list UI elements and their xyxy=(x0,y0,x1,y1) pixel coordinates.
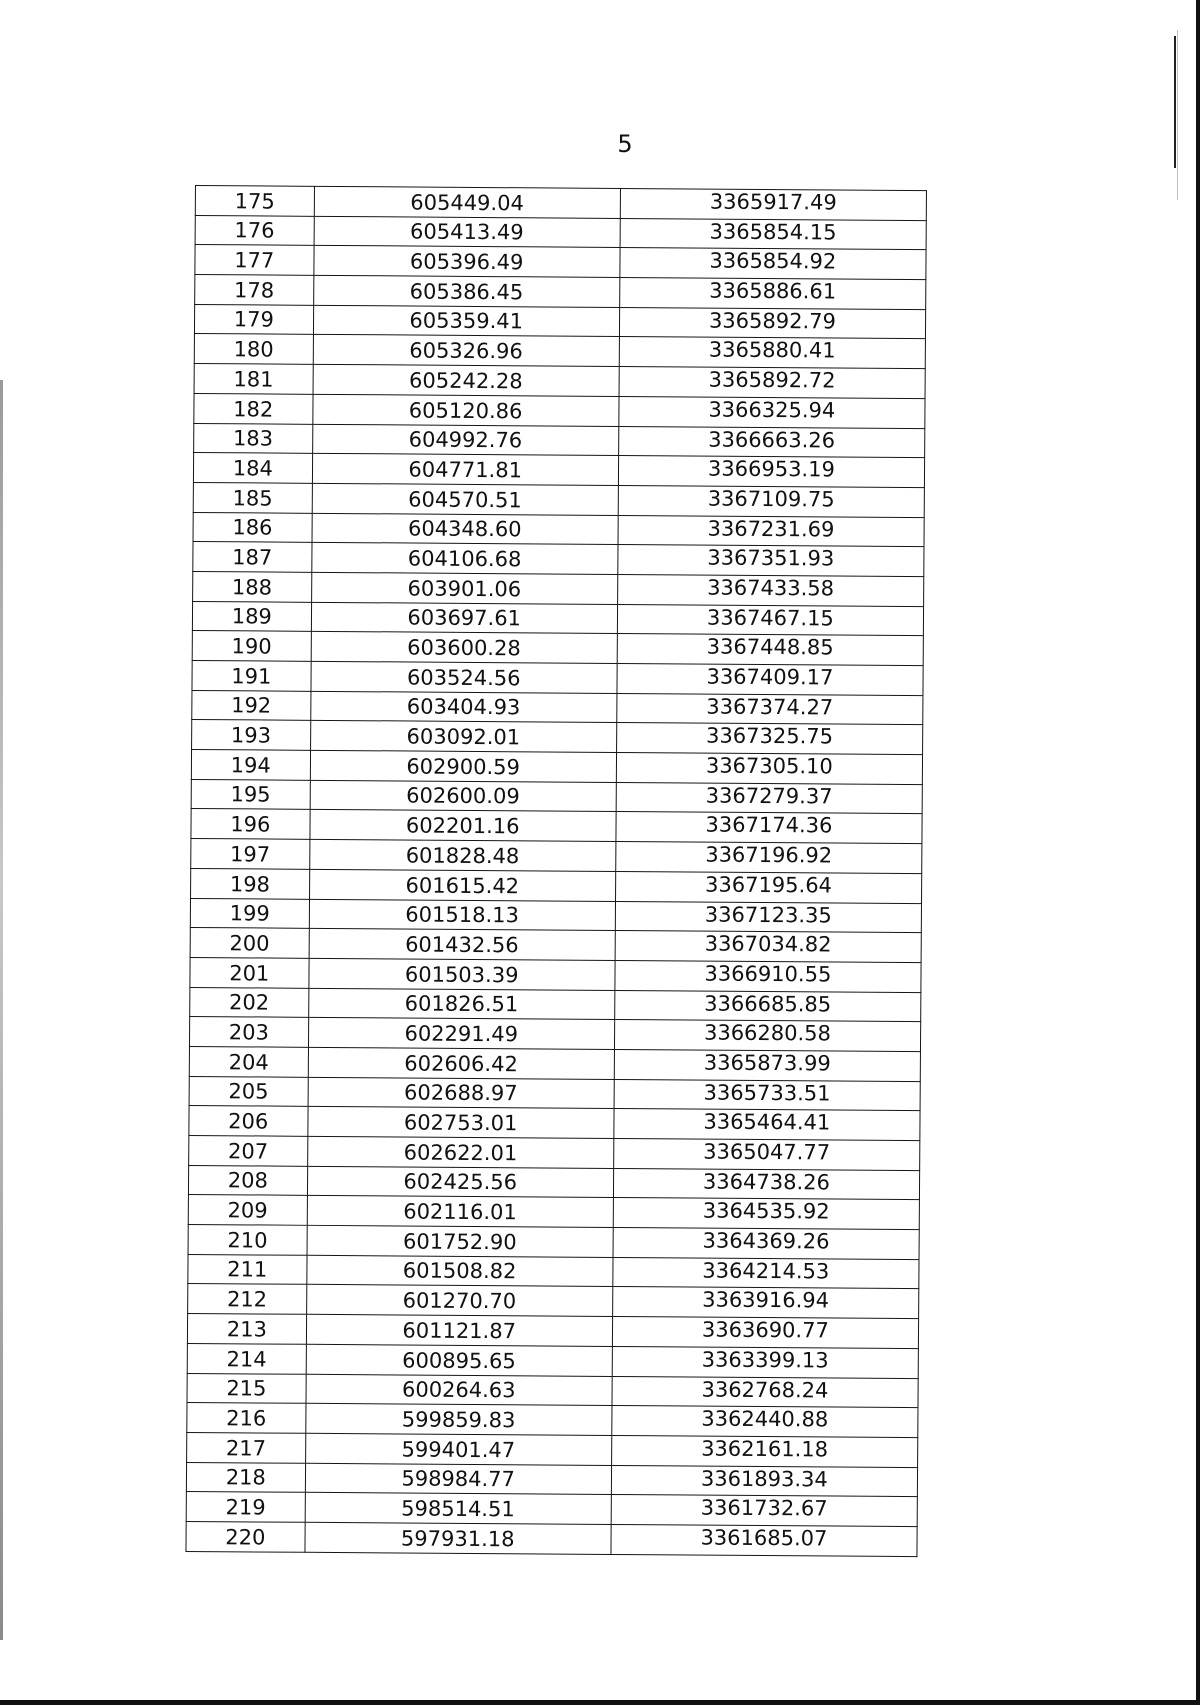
point-number-cell: 219 xyxy=(186,1492,305,1523)
point-number-cell: 182 xyxy=(194,393,313,424)
point-number-cell: 187 xyxy=(193,542,312,573)
x-coordinate-cell: 597931.18 xyxy=(305,1522,611,1554)
x-coordinate-cell: 601826.51 xyxy=(308,988,614,1020)
y-coordinate-cell: 3362768.24 xyxy=(612,1376,918,1408)
point-number-cell: 193 xyxy=(192,720,311,751)
point-number-cell: 196 xyxy=(191,809,310,840)
x-coordinate-cell: 598514.51 xyxy=(305,1493,611,1525)
point-number-cell: 212 xyxy=(188,1284,307,1315)
y-coordinate-cell: 3367109.75 xyxy=(618,485,924,517)
y-coordinate-cell: 3367034.82 xyxy=(615,931,921,963)
y-coordinate-cell: 3365733.51 xyxy=(614,1079,920,1111)
y-coordinate-cell: 3364369.26 xyxy=(613,1228,919,1260)
table-row xyxy=(186,1521,917,1556)
y-coordinate-cell: 3365873.99 xyxy=(614,1049,920,1081)
x-coordinate-cell: 601270.70 xyxy=(306,1285,612,1317)
coordinate-table-body xyxy=(186,186,927,1557)
y-coordinate-cell: 3365892.79 xyxy=(619,307,925,339)
x-coordinate-cell: 603524.56 xyxy=(311,661,617,693)
point-number-cell: 199 xyxy=(190,898,309,929)
x-coordinate-cell: 604106.68 xyxy=(311,543,617,575)
point-number-cell: 178 xyxy=(195,275,314,306)
x-coordinate-cell: 602116.01 xyxy=(307,1196,613,1228)
y-coordinate-cell: 3363690.77 xyxy=(612,1317,918,1349)
point-number-cell: 204 xyxy=(189,1046,308,1077)
y-coordinate-cell: 3364214.53 xyxy=(613,1257,919,1289)
y-coordinate-cell: 3362440.88 xyxy=(612,1406,918,1438)
point-number-cell: 177 xyxy=(195,245,314,276)
x-coordinate-cell: 601432.56 xyxy=(309,929,615,961)
y-coordinate-cell: 3367325.75 xyxy=(616,723,922,755)
y-coordinate-cell: 3367374.27 xyxy=(617,693,923,725)
scan-right-mark-faint xyxy=(1177,30,1178,200)
point-number-cell: 191 xyxy=(192,660,311,691)
x-coordinate-cell: 602622.01 xyxy=(307,1136,613,1168)
y-coordinate-cell: 3363399.13 xyxy=(612,1346,918,1378)
x-coordinate-cell: 601503.39 xyxy=(309,958,615,990)
y-coordinate-cell: 3367305.10 xyxy=(616,753,922,785)
x-coordinate-cell: 604348.60 xyxy=(312,513,618,545)
point-number-cell: 201 xyxy=(190,957,309,988)
y-coordinate-cell: 3367279.37 xyxy=(616,782,922,814)
y-coordinate-cell: 3361685.07 xyxy=(611,1524,917,1556)
x-coordinate-cell: 602425.56 xyxy=(307,1166,613,1198)
x-coordinate-cell: 603901.06 xyxy=(311,572,617,604)
y-coordinate-cell: 3363916.94 xyxy=(612,1287,918,1319)
point-number-cell: 185 xyxy=(193,482,312,513)
x-coordinate-cell: 601828.48 xyxy=(309,839,615,871)
x-coordinate-cell: 602201.16 xyxy=(310,810,616,842)
y-coordinate-cell: 3362161.18 xyxy=(611,1435,917,1467)
y-coordinate-cell: 3367231.69 xyxy=(618,515,924,547)
x-coordinate-cell: 599401.47 xyxy=(305,1433,611,1465)
point-number-cell: 180 xyxy=(194,334,313,365)
x-coordinate-cell: 601121.87 xyxy=(306,1314,612,1346)
x-coordinate-cell: 602688.97 xyxy=(308,1077,614,1109)
y-coordinate-cell: 3365892.72 xyxy=(619,367,925,399)
point-number-cell: 210 xyxy=(188,1225,307,1256)
x-coordinate-cell: 601752.90 xyxy=(307,1225,613,1257)
x-coordinate-cell: 599859.83 xyxy=(305,1403,611,1435)
x-coordinate-cell: 605413.49 xyxy=(314,216,620,248)
y-coordinate-cell: 3367448.85 xyxy=(617,634,923,666)
y-coordinate-cell: 3367196.92 xyxy=(616,842,922,874)
x-coordinate-cell: 605396.49 xyxy=(314,246,620,278)
y-coordinate-cell: 3361893.34 xyxy=(611,1465,917,1497)
y-coordinate-cell: 3367123.35 xyxy=(615,901,921,933)
y-coordinate-cell: 3365854.15 xyxy=(620,218,926,250)
point-number-cell: 218 xyxy=(186,1462,305,1493)
point-number-cell: 197 xyxy=(191,839,310,870)
x-coordinate-cell: 605120.86 xyxy=(312,394,618,426)
point-number-cell: 203 xyxy=(189,1017,308,1048)
point-number-cell: 192 xyxy=(192,690,311,721)
point-number-cell: 184 xyxy=(193,453,312,484)
x-coordinate-cell: 605386.45 xyxy=(313,275,619,307)
point-number-cell: 189 xyxy=(192,601,311,632)
point-number-cell: 205 xyxy=(189,1076,308,1107)
y-coordinate-cell: 3365917.49 xyxy=(620,188,926,220)
x-coordinate-cell: 602600.09 xyxy=(310,780,616,812)
y-coordinate-cell: 3364535.92 xyxy=(613,1198,919,1230)
y-coordinate-cell: 3365886.61 xyxy=(619,278,925,310)
point-number-cell: 211 xyxy=(188,1254,307,1285)
y-coordinate-cell: 3367174.36 xyxy=(616,812,922,844)
point-number-cell: 214 xyxy=(187,1343,306,1374)
point-number-cell: 181 xyxy=(194,364,313,395)
point-number-cell: 213 xyxy=(187,1314,306,1345)
y-coordinate-cell: 3366910.55 xyxy=(615,960,921,992)
x-coordinate-cell: 600264.63 xyxy=(306,1374,612,1406)
x-coordinate-cell: 601615.42 xyxy=(309,869,615,901)
point-number-cell: 216 xyxy=(187,1403,306,1434)
coordinate-table xyxy=(185,185,927,1557)
x-coordinate-cell: 603404.93 xyxy=(310,691,616,723)
scan-right-edge xyxy=(1196,0,1200,1705)
point-number-cell: 217 xyxy=(187,1432,306,1463)
y-coordinate-cell: 3367195.64 xyxy=(615,871,921,903)
point-number-cell: 215 xyxy=(187,1373,306,1404)
y-coordinate-cell: 3366663.26 xyxy=(618,426,924,458)
x-coordinate-cell: 605326.96 xyxy=(313,335,619,367)
y-coordinate-cell: 3365047.77 xyxy=(613,1138,919,1170)
point-number-cell: 188 xyxy=(193,571,312,602)
y-coordinate-cell: 3361732.67 xyxy=(611,1495,917,1527)
point-number-cell: 190 xyxy=(192,631,311,662)
point-number-cell: 175 xyxy=(195,186,314,217)
x-coordinate-cell: 604771.81 xyxy=(312,454,618,486)
point-number-cell: 206 xyxy=(189,1106,308,1137)
y-coordinate-cell: 3366953.19 xyxy=(618,456,924,488)
point-number-cell: 202 xyxy=(190,987,309,1018)
x-coordinate-cell: 605449.04 xyxy=(314,186,620,218)
point-number-cell: 186 xyxy=(193,512,312,543)
point-number-cell: 176 xyxy=(195,215,314,246)
x-coordinate-cell: 604992.76 xyxy=(312,424,618,456)
x-coordinate-cell: 602291.49 xyxy=(308,1018,614,1050)
page-number: 5 xyxy=(617,130,633,158)
y-coordinate-cell: 3366325.94 xyxy=(619,396,925,428)
point-number-cell: 208 xyxy=(188,1165,307,1196)
point-number-cell: 198 xyxy=(191,868,310,899)
point-number-cell: 183 xyxy=(194,423,313,454)
point-number-cell: 179 xyxy=(194,304,313,335)
point-number-cell: 200 xyxy=(190,928,309,959)
y-coordinate-cell: 3367433.58 xyxy=(617,574,923,606)
y-coordinate-cell: 3365854.92 xyxy=(620,248,926,280)
x-coordinate-cell: 604570.51 xyxy=(312,483,618,515)
x-coordinate-cell: 603697.61 xyxy=(311,602,617,634)
x-coordinate-cell: 605242.28 xyxy=(313,364,619,396)
y-coordinate-cell: 3365464.41 xyxy=(614,1109,920,1141)
point-number-cell: 194 xyxy=(191,750,310,781)
x-coordinate-cell: 602606.42 xyxy=(308,1047,614,1079)
y-coordinate-cell: 3367409.17 xyxy=(617,663,923,695)
point-number-cell: 220 xyxy=(186,1521,305,1552)
x-coordinate-cell: 605359.41 xyxy=(313,305,619,337)
x-coordinate-cell: 603600.28 xyxy=(311,632,617,664)
y-coordinate-cell: 3365880.41 xyxy=(619,337,925,369)
x-coordinate-cell: 601518.13 xyxy=(309,899,615,931)
y-coordinate-cell: 3366280.58 xyxy=(614,1020,920,1052)
scan-left-edge xyxy=(0,380,3,1640)
x-coordinate-cell: 601508.82 xyxy=(306,1255,612,1287)
point-number-cell: 195 xyxy=(191,779,310,810)
x-coordinate-cell: 598984.77 xyxy=(305,1463,611,1495)
point-number-cell: 207 xyxy=(189,1135,308,1166)
scan-bottom-edge xyxy=(0,1700,1200,1705)
y-coordinate-cell: 3367467.15 xyxy=(617,604,923,636)
point-number-cell: 209 xyxy=(188,1195,307,1226)
x-coordinate-cell: 600895.65 xyxy=(306,1344,612,1376)
y-coordinate-cell: 3364738.26 xyxy=(613,1168,919,1200)
y-coordinate-cell: 3367351.93 xyxy=(618,545,924,577)
x-coordinate-cell: 603092.01 xyxy=(310,721,616,753)
x-coordinate-cell: 602900.59 xyxy=(310,750,616,782)
x-coordinate-cell: 602753.01 xyxy=(308,1107,614,1139)
y-coordinate-cell: 3366685.85 xyxy=(614,990,920,1022)
